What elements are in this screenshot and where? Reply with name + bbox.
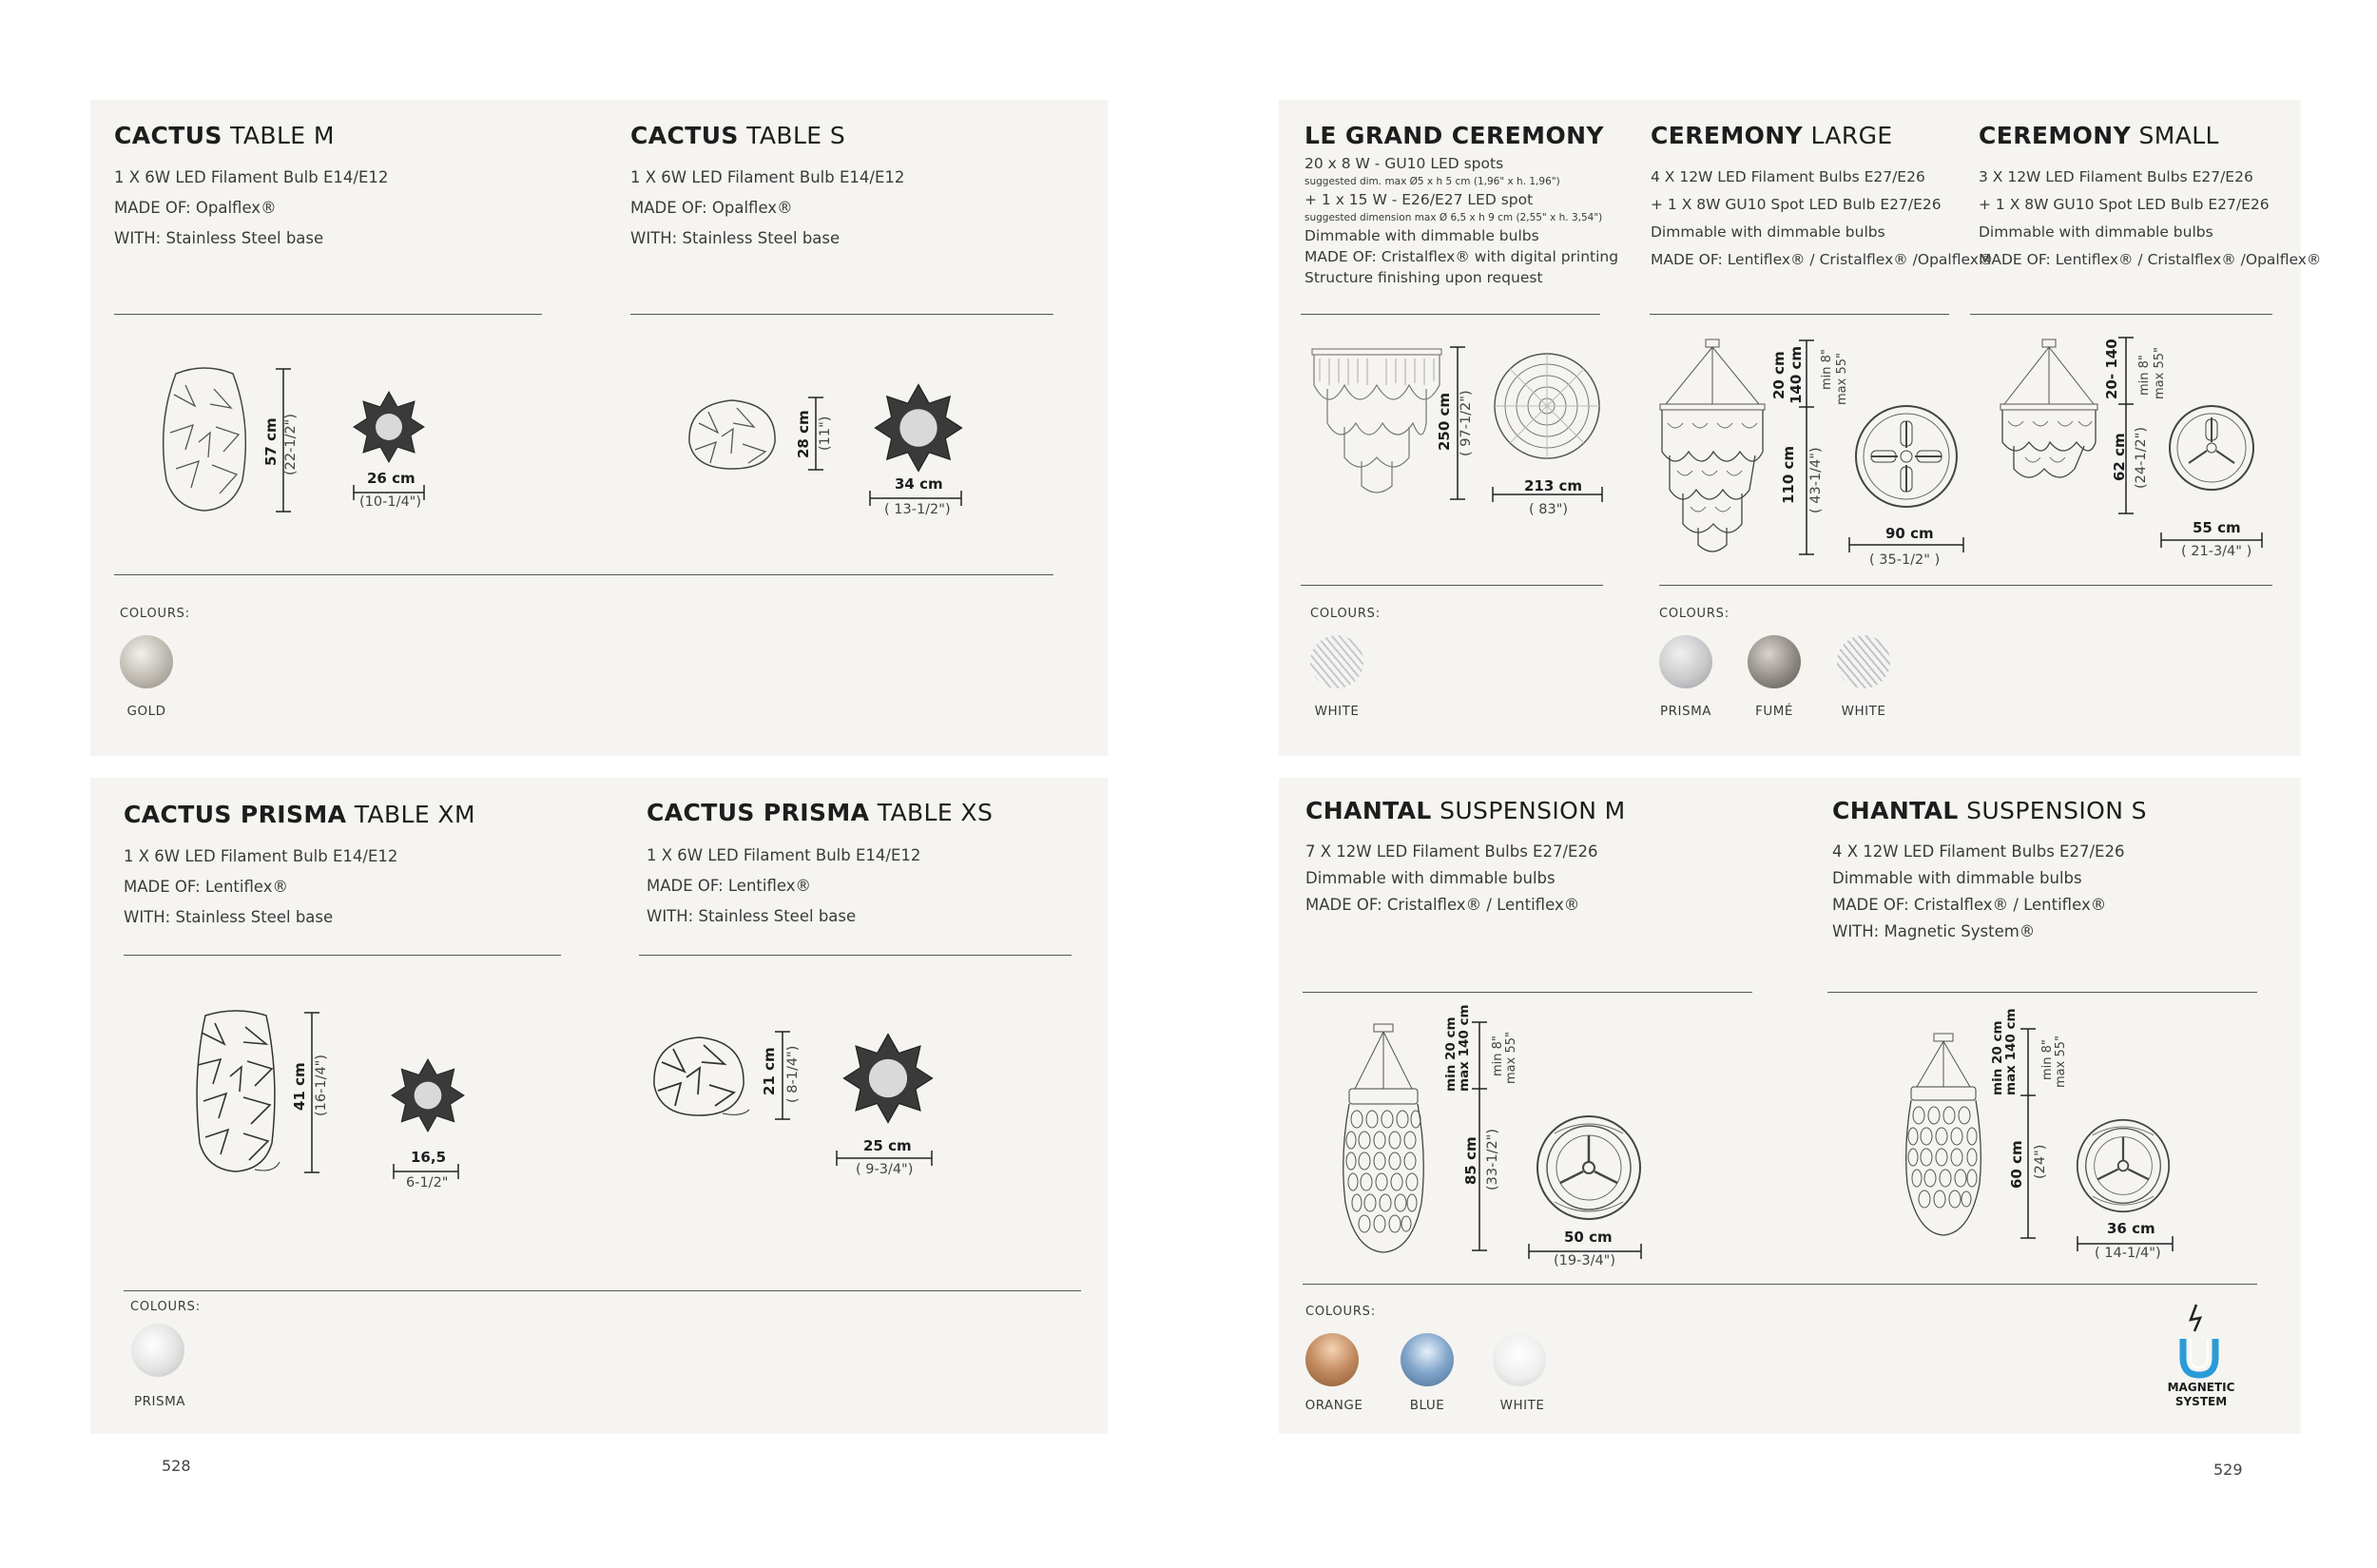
spec-line: 7 X 12W LED Filament Bulbs E27/E26 <box>1305 842 1598 861</box>
dim-height-in: (11") <box>818 416 833 451</box>
product-title <box>647 799 993 826</box>
magnetic-label-line1: MAGNETIC <box>2167 1381 2235 1394</box>
dim-width-in: ( 21-3/4" ) <box>2181 544 2252 559</box>
product-specs <box>1304 153 1618 288</box>
dim-height: 250 cm <box>1436 392 1453 451</box>
colour-name: WHITE <box>1499 1398 1545 1413</box>
product-title <box>1979 122 2219 149</box>
dim-width: 213 cm <box>1524 477 1583 494</box>
colour-swatch-white <box>1837 635 1890 688</box>
product-title <box>124 801 475 828</box>
spec-line: MADE OF: Lentiflex® / Cristalflex® /Opalflex® <box>1651 251 1994 268</box>
divider <box>639 955 1072 956</box>
spec-line: Dimmable with dimmable bulbs <box>1305 869 1556 887</box>
dim-cable-in: min 8" <box>2040 1039 2055 1080</box>
cactus-prisma-xm-side-drawing <box>188 1010 283 1176</box>
spec-line: WITH: Magnetic System® <box>1832 922 2036 940</box>
product-name-bold: CEREMONY <box>1651 122 1804 149</box>
chantal-m-side-drawing <box>1336 1022 1431 1255</box>
cactus-prisma-xs-side-drawing <box>647 1032 751 1119</box>
spec-line: Dimmable with dimmable bulbs <box>1832 869 2082 887</box>
divider <box>124 955 561 956</box>
product-name-rest: LARGE <box>1803 122 1893 149</box>
spec-line: WITH: Stainless Steel base <box>647 907 857 925</box>
dim-width: 26 cm <box>367 470 415 487</box>
dim-cable-in: min 8" <box>2137 355 2152 396</box>
le-grand-side-drawing <box>1310 347 1443 499</box>
dim-height: 60 cm <box>2008 1140 2025 1189</box>
product-name-rest: SMALL <box>2131 122 2219 149</box>
dim-width-in: ( 9-3/4") <box>856 1162 914 1177</box>
product-name-bold: LE GRAND CEREMONY <box>1304 122 1604 149</box>
spec-line: MADE OF: Opalflex® <box>114 199 277 217</box>
colour-name: ORANGE <box>1304 1398 1363 1413</box>
cactus-m-top-drawing <box>352 390 426 464</box>
cactus-s-top-drawing <box>873 382 964 474</box>
dimension-cable-line <box>2118 338 2137 404</box>
colour-swatch-gold <box>120 635 173 688</box>
dim-cable: min 20 cm <box>1990 1020 2005 1095</box>
colour-name: WHITE <box>1314 704 1360 719</box>
dim-cable-in-max: max 55" <box>1835 353 1849 405</box>
spec-line: WITH: Stainless Steel base <box>630 229 841 247</box>
colours-label: COLOURS: <box>1659 607 1730 621</box>
dim-height-in: ( 8-1/4") <box>785 1045 801 1103</box>
dim-width-in: (19-3/4") <box>1554 1253 1616 1268</box>
dim-cable-in: min 8" <box>1820 349 1834 390</box>
product-name-bold: CHANTAL <box>1305 797 1432 824</box>
colour-swatch-white <box>1493 1333 1546 1386</box>
chantal-m-top-drawing <box>1536 1114 1642 1221</box>
magnetic-label-line2: SYSTEM <box>2174 1395 2228 1408</box>
magnetic-system-label <box>2144 1381 2258 1409</box>
colour-swatch-prisma <box>1659 635 1712 688</box>
product-name-bold: CACTUS PRISMA <box>647 799 870 826</box>
colour-name: BLUE <box>1409 1398 1445 1413</box>
spec-line: 1 X 6W LED Filament Bulb E14/E12 <box>124 847 398 865</box>
divider <box>1303 992 1752 993</box>
product-specs <box>114 163 388 254</box>
spec-line: + 1 X 8W GU10 Spot LED Bulb E27/E26 <box>1979 196 2270 213</box>
colour-name: FUMÉ <box>1755 704 1793 719</box>
dim-cable-in-max: max 55" <box>2153 347 2167 399</box>
magnetic-system-icon <box>2175 1303 2223 1377</box>
product-name-bold: CHANTAL <box>1832 797 1959 824</box>
spec-line: Dimmable with dimmable bulbs <box>1651 223 1885 241</box>
dim-width: 55 cm <box>2193 519 2241 536</box>
dim-height-in: ( 97-1/2") <box>1459 390 1474 456</box>
dim-cable-in-max: max 55" <box>1504 1032 1518 1084</box>
spec-line: Dimmable with dimmable bulbs <box>1979 223 2213 241</box>
dim-height-in: (16-1/4") <box>314 1054 329 1116</box>
colour-name: WHITE <box>1841 704 1886 719</box>
spec-line: Dimmable with dimmable bulbs <box>1304 227 1539 244</box>
page-number-right: 529 <box>2213 1461 2243 1479</box>
dim-width: 50 cm <box>1564 1229 1613 1246</box>
product-specs <box>1832 839 2124 945</box>
spec-line: suggested dimension max Ø 6,5 x h 9 cm (2,55" x h. 3,54") <box>1304 212 1603 223</box>
ceremony-small-top-drawing <box>2168 404 2255 492</box>
spec-line: MADE OF: Lentiflex® / Cristalflex® /Opalflex® <box>1979 251 2322 268</box>
ceremony-large-top-drawing <box>1854 404 1959 509</box>
divider <box>114 314 542 315</box>
product-specs <box>1651 164 1993 274</box>
spec-line: 1 X 6W LED Filament Bulb E14/E12 <box>647 846 921 864</box>
dim-width-in: 6-1/2" <box>406 1175 449 1191</box>
product-name-bold: CACTUS PRISMA <box>124 801 347 828</box>
dim-cable: 20- 140 <box>2103 339 2120 399</box>
dim-height: 110 cm <box>1780 445 1797 504</box>
chantal-s-top-drawing <box>2076 1118 2171 1213</box>
dim-height: 41 cm <box>291 1062 308 1111</box>
cactus-m-side-drawing <box>157 366 252 513</box>
dim-width-in: ( 13-1/2") <box>884 502 951 517</box>
spec-line: WITH: Stainless Steel base <box>114 229 324 247</box>
dim-height-in: (33-1/2") <box>1485 1128 1500 1191</box>
spec-line: MADE OF: Opalflex® <box>630 199 793 217</box>
spec-line: 3 X 12W LED Filament Bulbs E27/E26 <box>1979 168 2253 185</box>
dimension-cable-line <box>2020 1029 2039 1095</box>
dim-cable-in-max: max 55" <box>2054 1036 2068 1088</box>
divider <box>1650 314 1949 315</box>
spec-line: MADE OF: Cristalflex® with digital printing <box>1304 248 1619 265</box>
page-number-left: 528 <box>162 1457 191 1475</box>
dim-height-in: (24-1/2") <box>2134 426 2149 489</box>
divider <box>1827 992 2257 993</box>
dim-width: 25 cm <box>863 1137 912 1154</box>
product-name-bold: CEREMONY <box>1979 122 2132 149</box>
product-specs <box>647 841 920 932</box>
divider <box>114 574 1053 575</box>
cactus-prisma-xm-top-drawing <box>390 1057 466 1133</box>
divider <box>1303 1284 2257 1285</box>
product-name-bold: CACTUS <box>630 122 739 149</box>
dim-height: 85 cm <box>1462 1136 1479 1185</box>
spec-line: MADE OF: Cristalflex® / Lentiflex® <box>1305 896 1580 914</box>
dim-height-in: ( 43-1/4") <box>1808 447 1824 513</box>
divider <box>124 1290 1081 1291</box>
colours-label: COLOURS: <box>120 607 190 621</box>
divider <box>1970 314 2272 315</box>
spec-line: 20 x 8 W - GU10 LED spots <box>1304 155 1504 172</box>
product-title <box>1832 797 2147 824</box>
colours-label: COLOURS: <box>130 1300 201 1314</box>
product-name-rest: TABLE XS <box>869 799 994 826</box>
dimension-cable-line <box>1472 1022 1491 1089</box>
dim-width-in: ( 14-1/4") <box>2095 1246 2161 1261</box>
dim-width: 16,5 <box>411 1149 447 1166</box>
product-specs <box>124 842 397 933</box>
product-title <box>114 122 335 149</box>
colour-swatch-prisma <box>131 1324 184 1377</box>
ceremony-large-side-drawing <box>1656 338 1768 556</box>
spec-line: MADE OF: Lentiflex® <box>124 878 288 896</box>
dim-height: 62 cm <box>2111 433 2128 481</box>
dim-width: 90 cm <box>1885 525 1934 542</box>
colour-swatch-fume <box>1748 635 1801 688</box>
spec-line: WITH: Stainless Steel base <box>124 908 334 926</box>
spec-line: 4 X 12W LED Filament Bulbs E27/E26 <box>1651 168 1925 185</box>
dim-cable-max: max 140 cm <box>2003 1008 2019 1095</box>
le-grand-top-drawing <box>1493 352 1602 461</box>
product-name-rest: TABLE S <box>738 122 846 149</box>
product-name-rest: SUSPENSION S <box>1958 797 2147 824</box>
product-title <box>1651 122 1893 149</box>
dim-height-in: (22-1/2") <box>283 413 299 475</box>
colours-label: COLOURS: <box>1305 1305 1376 1319</box>
spec-line: MADE OF: Cristalflex® / Lentiflex® <box>1832 896 2107 914</box>
colour-name: PRISMA <box>134 1394 185 1409</box>
dim-cable-max: 140 cm <box>1788 345 1805 404</box>
product-specs <box>1979 164 2321 274</box>
colour-name: GOLD <box>126 704 166 719</box>
ceremony-small-side-drawing <box>1997 338 2101 490</box>
dim-cable-in: min 8" <box>1491 1036 1505 1076</box>
dim-width-in: (10-1/4") <box>359 494 422 510</box>
divider <box>1659 585 2272 586</box>
cactus-prisma-xs-top-drawing <box>841 1032 935 1125</box>
dim-width: 36 cm <box>2107 1220 2155 1237</box>
product-specs <box>630 163 904 254</box>
spec-line: MADE OF: Lentiflex® <box>647 877 811 895</box>
colour-name: PRISMA <box>1660 704 1711 719</box>
dim-cable: min 20 cm <box>1443 1016 1459 1092</box>
product-title <box>630 122 845 149</box>
spec-line: 1 X 6W LED Filament Bulb E14/E12 <box>630 168 905 186</box>
product-name-rest: SUSPENSION M <box>1431 797 1626 824</box>
spec-line: + 1 X 8W GU10 Spot LED Bulb E27/E26 <box>1651 196 1942 213</box>
dim-width: 34 cm <box>895 475 943 493</box>
spec-line: suggested dim. max Ø5 x h 5 cm (1,96" x h. 1,96") <box>1304 176 1560 187</box>
dim-height-in: (24") <box>2033 1144 2048 1179</box>
dim-cable-max: max 140 cm <box>1457 1004 1472 1092</box>
colours-label: COLOURS: <box>1310 607 1381 621</box>
colour-swatch-orange <box>1305 1333 1359 1386</box>
product-name-bold: CACTUS <box>114 122 222 149</box>
dim-height: 28 cm <box>795 410 812 458</box>
cactus-s-side-drawing <box>680 395 784 471</box>
divider <box>1301 585 1603 586</box>
dim-width-in: ( 83") <box>1529 502 1569 517</box>
spec-line: + 1 x 15 W - E26/E27 LED spot <box>1304 191 1534 208</box>
dim-height: 57 cm <box>262 417 280 466</box>
spec-line: Structure finishing upon request <box>1304 269 1543 286</box>
product-name-rest: TABLE M <box>222 122 335 149</box>
product-name-rest: TABLE XM <box>346 801 475 828</box>
divider <box>1301 314 1600 315</box>
product-title <box>1305 797 1626 824</box>
chantal-s-side-drawing <box>1900 1032 1987 1241</box>
spec-line: 4 X 12W LED Filament Bulbs E27/E26 <box>1832 842 2125 861</box>
spec-line: 1 X 6W LED Filament Bulb E14/E12 <box>114 168 389 186</box>
colour-swatch-white <box>1310 635 1363 688</box>
dim-height: 21 cm <box>761 1047 778 1095</box>
product-specs <box>1305 839 1597 919</box>
colour-swatch-blue <box>1401 1333 1454 1386</box>
dim-cable: 20 cm <box>1770 351 1788 399</box>
product-title <box>1304 122 1604 149</box>
divider <box>630 314 1053 315</box>
dim-width-in: ( 35-1/2" ) <box>1869 552 1941 568</box>
